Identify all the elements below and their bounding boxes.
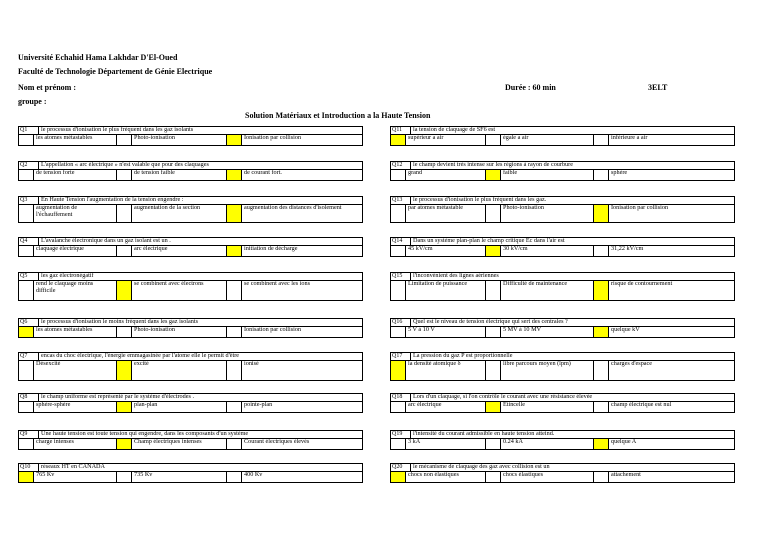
question-number: Q5 <box>19 273 39 280</box>
question-block-q8 <box>18 393 363 413</box>
answer-option-3: risque de contournement <box>611 281 673 287</box>
question-text: l'intensité du courant admissible en haute tension atteind. <box>413 431 555 437</box>
answer-marker[interactable] <box>486 327 501 337</box>
answer-marker[interactable] <box>117 472 132 482</box>
answer-option-3: quelque A <box>611 439 637 445</box>
answer-option-1: chocs non élastiques <box>406 472 486 482</box>
answer-row <box>18 281 363 301</box>
answer-option-3: charges d'espace <box>611 361 653 367</box>
answer-row <box>18 327 363 338</box>
answer-marker[interactable] <box>594 361 609 380</box>
answer-option-3: 400 Kv <box>244 472 263 478</box>
question-text: la tension de claquage de SF6 est <box>413 127 496 133</box>
answer-marker[interactable] <box>594 135 609 145</box>
name-label: Nom et prénom : <box>18 83 76 92</box>
answer-marker[interactable] <box>19 170 34 180</box>
answer-option-1: charge intenses <box>34 439 117 449</box>
question-block-q1 <box>18 126 363 146</box>
answer-marker-selected[interactable] <box>227 170 242 180</box>
answer-marker-selected[interactable] <box>117 281 132 300</box>
answer-marker[interactable] <box>227 361 242 380</box>
answer-option-3: quelque kV <box>611 327 640 333</box>
answer-marker[interactable] <box>19 281 34 300</box>
faculty-department: Faculté de Technologie Département de Génie Electrique <box>18 67 213 76</box>
answer-option-2: excité <box>132 361 227 380</box>
question-row <box>18 352 363 361</box>
answer-marker-selected[interactable] <box>486 170 501 180</box>
question-row <box>390 393 735 402</box>
question-text: encas du choc électrique, l'énergie emmagasinée par l'atome elle le permit d'être <box>41 353 240 359</box>
answer-option-2: Difficulté de maintenance <box>501 281 594 300</box>
answer-marker[interactable] <box>227 327 242 337</box>
answer-marker-selected[interactable] <box>594 327 609 337</box>
question-number: Q9 <box>19 431 39 438</box>
answer-marker[interactable] <box>19 402 34 412</box>
answer-marker-selected[interactable] <box>391 472 406 482</box>
answer-marker[interactable] <box>227 439 242 449</box>
question-number: Q18 <box>391 394 411 401</box>
answer-marker[interactable] <box>19 439 34 449</box>
answer-marker[interactable] <box>117 246 132 256</box>
answer-option-1: les atomes métastables <box>34 135 117 145</box>
question-row <box>18 237 363 246</box>
answer-option-1: grand <box>406 170 486 180</box>
answer-marker[interactable] <box>391 402 406 412</box>
question-row <box>18 463 363 472</box>
answer-row <box>18 472 363 483</box>
answer-option-3: Courant électriques élevés <box>244 439 310 445</box>
question-row <box>390 161 735 170</box>
question-number: Q2 <box>19 162 39 169</box>
answer-option-1: de tension forte <box>34 170 117 180</box>
question-number: Q1 <box>19 127 39 134</box>
answer-marker-selected[interactable] <box>227 205 242 222</box>
question-text: Lors d'un claquage, si l'on contrôle le courant avec une résistance élevée <box>413 394 593 400</box>
answer-row <box>18 246 363 257</box>
question-row <box>390 196 735 205</box>
question-block-q3 <box>18 196 363 223</box>
question-block-q10 <box>18 463 363 483</box>
group-label: groupe : <box>18 97 47 106</box>
question-text: L'avalanche électronique dans un gaz isolant est un . <box>41 238 171 244</box>
answer-option-3: ionisé <box>244 361 259 367</box>
question-block-q2 <box>18 161 363 181</box>
question-block-q20 <box>390 463 735 483</box>
answer-row <box>18 361 363 381</box>
answer-marker-selected[interactable] <box>594 281 609 300</box>
question-number: Q12 <box>391 162 411 169</box>
answer-marker-selected[interactable] <box>486 246 501 256</box>
answer-marker[interactable] <box>594 170 609 180</box>
answer-marker[interactable] <box>391 281 406 300</box>
answer-marker[interactable] <box>19 135 34 145</box>
answer-option-3: Ionisation par collision <box>244 135 302 141</box>
question-block-q4 <box>18 237 363 257</box>
answer-option-3: 31,22 kV/cm <box>611 246 644 252</box>
answer-marker-selected[interactable] <box>391 135 406 145</box>
answer-marker[interactable] <box>391 205 406 222</box>
answer-option-1: la densité atomique δ <box>406 361 486 380</box>
answer-marker[interactable] <box>594 246 609 256</box>
answer-option-2: 735 Kv <box>132 472 227 482</box>
question-text: le processus d'ionisation le plus fréquent dans les gaz isolants <box>41 127 194 133</box>
question-number: Q4 <box>19 238 39 245</box>
answer-row <box>390 205 735 223</box>
answer-option-3: attachement <box>611 472 641 478</box>
answer-marker[interactable] <box>486 205 501 222</box>
answer-marker-selected[interactable] <box>117 361 132 380</box>
answer-option-2: arc électrique <box>132 246 227 256</box>
answer-option-1: rend le claquage moins difficile <box>34 281 117 300</box>
answer-marker[interactable] <box>227 402 242 412</box>
answer-option-3: inférieure a air <box>611 135 648 141</box>
answer-option-1: augmentation de l'échauffement <box>34 205 117 222</box>
answer-option-2: se combinent avec électrons <box>132 281 227 300</box>
question-number: Q6 <box>19 319 39 326</box>
answer-option-2: plan-plan <box>132 402 227 412</box>
answer-marker-selected[interactable] <box>19 327 34 337</box>
answer-option-3: augmentation des distances d'isolement <box>244 205 342 211</box>
answer-option-1: 765 Kv <box>34 472 117 482</box>
question-number: Q7 <box>19 353 39 360</box>
question-text: le mécanisme de claquage des gaz avec collision est un <box>413 464 550 470</box>
answer-option-3: Ionisation par collision <box>611 205 669 211</box>
answer-marker-selected[interactable] <box>227 246 242 256</box>
question-text: La pression du gaz P est proportionnelle <box>413 353 513 359</box>
answer-row <box>390 361 735 381</box>
question-row <box>390 318 735 327</box>
answer-row <box>18 205 363 223</box>
answer-marker-selected[interactable] <box>391 361 406 380</box>
question-row <box>390 237 735 246</box>
answer-marker[interactable] <box>19 361 34 380</box>
question-row <box>18 430 363 439</box>
question-block-q9 <box>18 430 363 450</box>
answer-option-2: libre parcours moyen (lpm) <box>501 361 594 380</box>
answer-marker[interactable] <box>117 205 132 222</box>
answer-option-1: supérieur a air <box>406 135 486 145</box>
answer-row <box>390 439 735 450</box>
answer-option-2: égale a air <box>501 135 594 145</box>
answer-marker[interactable] <box>117 135 132 145</box>
answer-marker[interactable] <box>594 472 609 482</box>
answer-marker[interactable] <box>391 439 406 449</box>
question-text: Une haute tension est toute tension qui engendre, dans les composants d'un système <box>41 431 249 437</box>
answer-option-3: champ électrique est nul <box>611 402 672 408</box>
answer-option-2: augmentation de la section <box>132 205 227 222</box>
question-text: le processus d'ionisation le plus fréquent dans les gaz. <box>413 197 547 203</box>
answer-marker[interactable] <box>486 281 501 300</box>
answer-marker[interactable] <box>391 170 406 180</box>
question-block-q13 <box>390 196 735 223</box>
answer-option-3: se combinent avec les ions <box>244 281 310 287</box>
question-row <box>18 196 363 205</box>
answer-row <box>18 135 363 146</box>
answer-row <box>390 281 735 301</box>
answer-option-1: claquage électrique <box>34 246 117 256</box>
question-row <box>390 126 735 135</box>
answer-row <box>390 402 735 413</box>
answer-row <box>390 246 735 257</box>
answer-marker[interactable] <box>19 205 34 222</box>
question-row <box>18 126 363 135</box>
answer-option-3: sphère <box>611 170 628 176</box>
question-number: Q20 <box>391 464 411 471</box>
answer-option-2: de tension faible <box>132 170 227 180</box>
answer-marker-selected[interactable] <box>594 205 609 222</box>
question-block-q5 <box>18 272 363 301</box>
question-number: Q19 <box>391 431 411 438</box>
answer-marker[interactable] <box>391 327 406 337</box>
answer-row <box>18 439 363 450</box>
answer-option-2: Etincelle <box>501 402 594 412</box>
question-number: Q11 <box>391 127 411 134</box>
question-text: Quel est le niveau de tension électrique qui sert des centrales ? <box>413 319 568 325</box>
answer-option-2: 30 kV/cm <box>501 246 594 256</box>
answer-option-1: 5 V à 10 V <box>406 327 486 337</box>
question-text: le champ devient très intense sur les régions à rayon de courbure <box>413 162 573 168</box>
question-row <box>390 463 735 472</box>
answer-option-2: Champ électriques intenses <box>132 439 227 449</box>
answer-row <box>390 135 735 146</box>
answer-option-1: 3 kA <box>406 439 486 449</box>
answer-marker[interactable] <box>117 327 132 337</box>
question-block-q6 <box>18 318 363 338</box>
question-block-q18 <box>390 393 735 413</box>
question-text: le processus d'ionisation le moins fréquent dans les gaz isolants <box>41 319 198 325</box>
answer-option-2: Photo-ionisation <box>501 205 594 222</box>
question-number: Q13 <box>391 197 411 204</box>
answer-marker-selected[interactable] <box>594 439 609 449</box>
answer-option-2: 0.24 kA <box>501 439 594 449</box>
duration: Durée : 60 min <box>505 83 556 92</box>
question-block-q15 <box>390 272 735 301</box>
answer-option-1: sphère-sphère <box>34 402 117 412</box>
answer-option-2: Photo-ionisation <box>132 135 227 145</box>
question-block-q16 <box>390 318 735 338</box>
question-number: Q3 <box>19 197 39 204</box>
question-text: Dans un système plan-plan le champ critique Ec dans l'air est <box>413 238 565 244</box>
answer-marker[interactable] <box>594 402 609 412</box>
university-name: Université Echahid Hama Lakhdar D'El-Oued <box>18 53 178 62</box>
answer-marker[interactable] <box>486 361 501 380</box>
answer-marker-selected[interactable] <box>19 472 34 482</box>
question-row <box>18 393 363 402</box>
answer-option-1: arc électrique <box>406 402 486 412</box>
question-number: Q17 <box>391 353 411 360</box>
answer-marker[interactable] <box>227 281 242 300</box>
answer-marker-selected[interactable] <box>486 402 501 412</box>
answer-option-1: les atomes métastables <box>34 327 117 337</box>
question-row <box>390 352 735 361</box>
question-text: l'inconvénient des lignes aériennes <box>413 273 499 279</box>
question-number: Q8 <box>19 394 39 401</box>
question-block-q17 <box>390 352 735 381</box>
question-number: Q10 <box>19 464 39 471</box>
question-number: Q16 <box>391 319 411 326</box>
answer-option-3: de courant fort. <box>244 170 282 176</box>
question-block-q14 <box>390 237 735 257</box>
answer-option-3: initiation de décharge <box>244 246 298 252</box>
answer-option-2: chocs élastiques <box>501 472 594 482</box>
question-text: En Haute Tension l'augmentation de la tension engendre : <box>41 197 184 203</box>
answer-option-2: faible <box>501 170 594 180</box>
class-level: 3ELT <box>648 83 668 92</box>
question-block-q11 <box>390 126 735 146</box>
question-row <box>390 272 735 281</box>
question-row <box>18 272 363 281</box>
answer-marker[interactable] <box>391 246 406 256</box>
question-number: Q14 <box>391 238 411 245</box>
answer-row <box>18 402 363 413</box>
answer-row <box>18 170 363 181</box>
answer-option-1: 45 kV/cm <box>406 246 486 256</box>
answer-marker[interactable] <box>486 135 501 145</box>
question-text: les gaz électronégatif <box>41 273 94 279</box>
question-number: Q15 <box>391 273 411 280</box>
answer-option-3: pointe-plan <box>244 402 273 408</box>
answer-marker-selected[interactable] <box>117 402 132 412</box>
answer-marker[interactable] <box>19 246 34 256</box>
answer-option-3: Ionisation par collision <box>244 327 302 333</box>
question-block-q19 <box>390 430 735 450</box>
question-block-q7 <box>18 352 363 381</box>
answer-option-1: Désexcité <box>34 361 117 380</box>
question-row <box>390 430 735 439</box>
answer-marker[interactable] <box>486 439 501 449</box>
answer-marker[interactable] <box>117 170 132 180</box>
answer-option-1: par atomes métastable <box>406 205 486 222</box>
answer-marker-selected[interactable] <box>227 135 242 145</box>
answer-marker[interactable] <box>227 472 242 482</box>
answer-row <box>390 472 735 483</box>
answer-marker[interactable] <box>486 472 501 482</box>
answer-option-2: 5 MV à 10 MV <box>501 327 594 337</box>
question-text: le champ uniforme est représenté par le système d'électrodes . <box>41 394 194 400</box>
question-row <box>18 318 363 327</box>
page-title: Solution Matériaux et Introduction a la Haute Tension <box>245 111 431 120</box>
question-text: L'appellation « arc électrique » n'est valable que pour des claquages <box>41 162 209 168</box>
question-block-q12 <box>390 161 735 181</box>
answer-row <box>390 327 735 338</box>
answer-row <box>390 170 735 181</box>
question-text: réseaux HT en CANADA <box>41 464 105 470</box>
answer-option-2: Photo-ionisation <box>132 327 227 337</box>
answer-marker-selected[interactable] <box>117 439 132 449</box>
question-row <box>18 161 363 170</box>
answer-option-1: Limitation de puissance <box>406 281 486 300</box>
